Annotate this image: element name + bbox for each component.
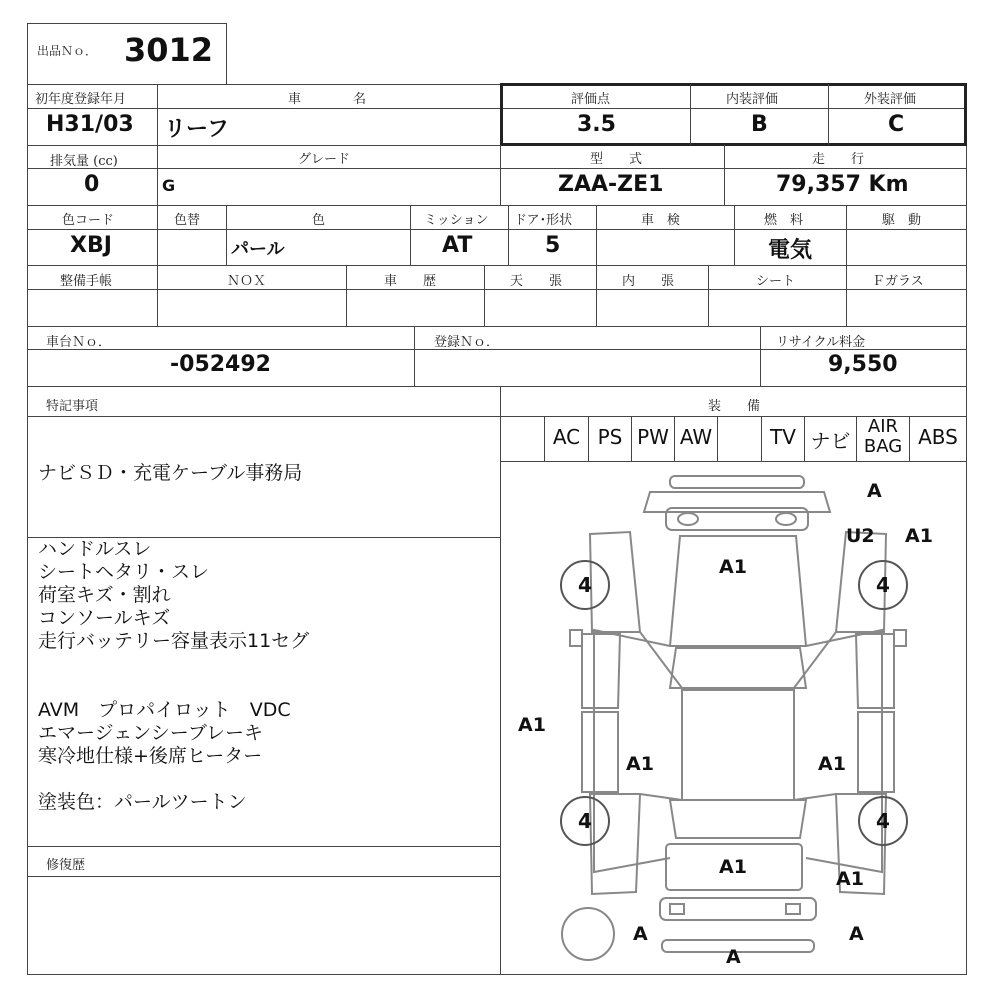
color-change-label: 色替 (174, 213, 201, 228)
door-value: 5 (545, 233, 561, 258)
score-label: 評価点 (571, 92, 611, 107)
mileage-value: 79,357 Km (776, 172, 909, 197)
recycle-label: リサイクル料金 (776, 335, 866, 350)
mark-rear: A (726, 946, 741, 968)
notes-item: AVM プロパイロット VDC (38, 699, 291, 721)
equipment-airbag-top: AIR (867, 416, 899, 437)
equipment-ps: PS (597, 425, 623, 449)
mission-value: AT (442, 233, 473, 258)
registration-label: 初年度登録年月 (35, 92, 127, 107)
regno-label: 登録Ｎｏ． (434, 335, 500, 350)
mark-rear-right-quarter: A1 (836, 868, 864, 890)
tire-rear-left: 4 (560, 796, 610, 846)
recycle-value: 9,550 (828, 352, 898, 377)
notes-item: ハンドルスレ (38, 538, 152, 560)
mileage-label: 走 行 (812, 152, 865, 167)
nox-label: ＮＯＸ (227, 274, 267, 289)
notes-line-1: ナビＳＤ・充電ケーブル事務局 (38, 462, 303, 484)
roof-label: 天 張 (510, 274, 563, 289)
chassis-label: 車台Ｎｏ． (46, 335, 112, 350)
equipment-ac: AC (552, 425, 581, 449)
mark-left-door: A1 (626, 753, 654, 775)
notes-list (38, 538, 309, 653)
mark-trunk: A1 (719, 856, 747, 878)
color-label: 色 (312, 213, 326, 228)
maintenance-label: 整備手帳 (60, 274, 113, 289)
mark-front: A (867, 480, 882, 502)
color-code-value: XBJ (70, 233, 112, 258)
notes-item: シートヘタリ・スレ (38, 561, 210, 583)
displacement-value: 0 (84, 172, 100, 197)
notes-item: 寒冷地仕様+後席ヒーター (38, 745, 263, 767)
lot-number-label: 出品Ｎｏ． (37, 44, 98, 58)
lot-number-value: 3012 (124, 31, 214, 69)
color-value: パール (231, 239, 285, 260)
tire-front-left: 4 (560, 560, 610, 610)
mark-hood: A1 (719, 556, 747, 578)
repair-history-label: 修復歴 (46, 858, 86, 873)
registration-value: H31/03 (46, 112, 134, 137)
notes-label: 特記事項 (46, 399, 99, 414)
equipment-tv: TV (770, 425, 796, 449)
mark-u2: U2 (846, 525, 875, 547)
equipment-pw: PW (637, 425, 669, 449)
equipment-aw: AW (679, 425, 713, 449)
interior-value: B (751, 112, 768, 137)
seat-label: シート (756, 274, 796, 289)
history-label: 車 歴 (384, 274, 437, 289)
score-value: 3.5 (577, 112, 616, 137)
interior-label: 内装評価 (726, 92, 779, 107)
equipment-label: 装 備 (708, 399, 761, 414)
notes-paint: 塗装色：パールツートン (38, 791, 247, 813)
tire-rear-right: 4 (858, 796, 908, 846)
mark-left-side: A1 (518, 714, 546, 736)
grade-label: グレード (298, 152, 351, 167)
equipment-navi: ナビ (810, 429, 851, 453)
tire-front-right: 4 (858, 560, 908, 610)
inspection-label: 車 検 (641, 213, 681, 228)
model-label: 型 式 (590, 152, 643, 167)
exterior-label: 外装評価 (864, 92, 917, 107)
mark-rear-left: A (633, 923, 648, 945)
chassis-value: -052492 (170, 352, 271, 377)
exterior-value: C (888, 112, 905, 137)
notes-item: エマージェンシーブレーキ (38, 722, 264, 744)
drive-label: 駆 動 (882, 213, 922, 228)
model-value: ZAA-ZE1 (558, 172, 664, 197)
notes-item: 荷室キズ・割れ (38, 584, 171, 606)
displacement-label: 排気量 (cc) (50, 154, 118, 169)
car-name-value: リーフ (164, 117, 229, 142)
fuel-label: 燃 料 (764, 213, 804, 228)
mission-label: ミッション (424, 213, 489, 228)
grade-value: G (162, 176, 176, 195)
fuel-value: 電気 (768, 238, 813, 263)
notes-item: 走行バッテリー容量表示11セグ (38, 630, 310, 652)
door-label: ドア･形状 (514, 213, 573, 228)
mark-front-right-a1: A1 (905, 525, 933, 547)
car-damage-diagram (500, 462, 966, 974)
car-name-label: 車 名 (288, 92, 367, 107)
inner-label: 内 張 (622, 274, 675, 289)
mark-right-door: A1 (818, 753, 846, 775)
equipment-airbag-bottom: BAG (863, 436, 903, 457)
notes-item: コンソールキズ (38, 607, 171, 629)
color-code-label: 色コード (62, 213, 115, 228)
glass-label: Ｆガラス (872, 274, 924, 289)
mark-rear-right: A (849, 923, 864, 945)
equipment-abs: ABS (918, 425, 958, 449)
notes-options (38, 699, 291, 768)
